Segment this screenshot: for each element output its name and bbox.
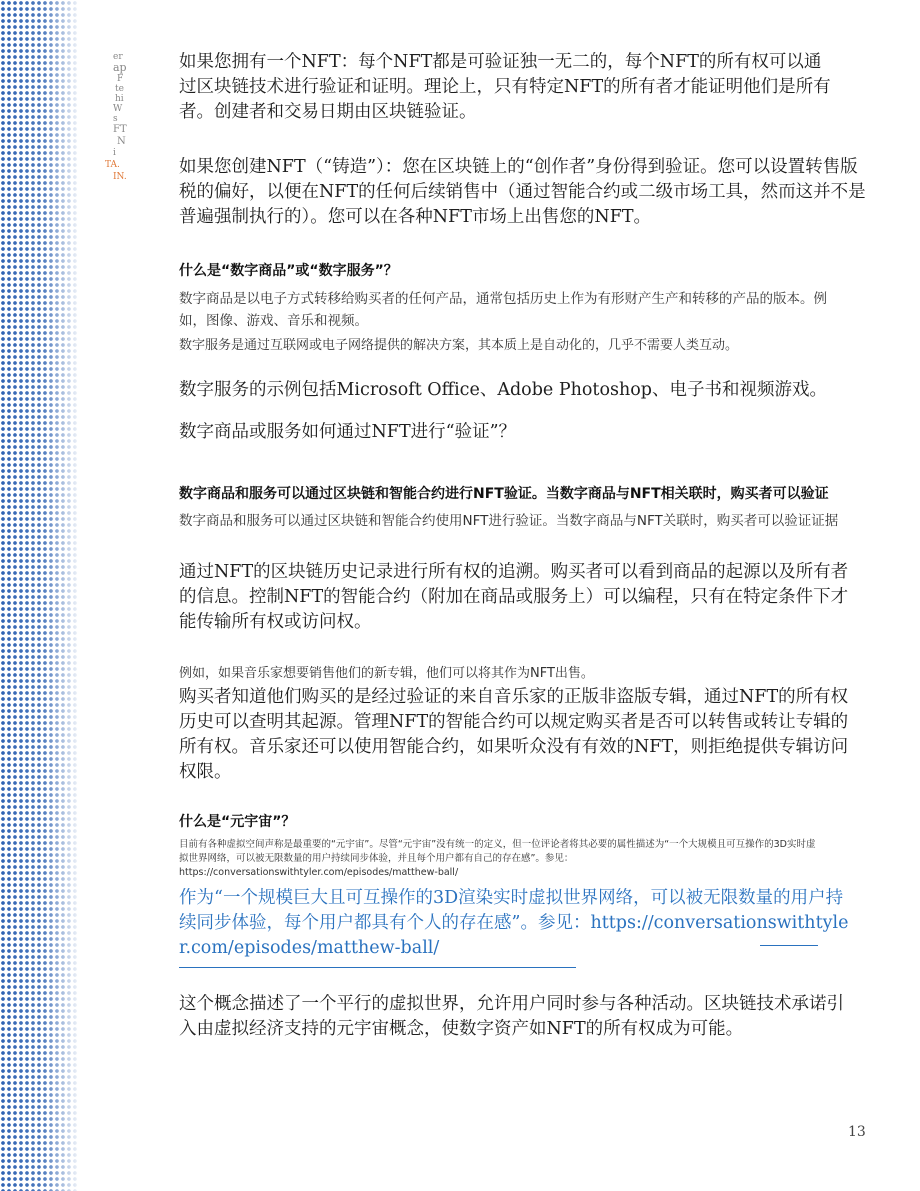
sidebar-fragment: W	[113, 104, 123, 114]
paragraph-verification-question: 数字商品或服务如何通过NFT进行“验证”？	[179, 422, 517, 442]
link-underline-1	[760, 945, 818, 946]
paragraph-verification-small: 数字商品和服务可以通过区块链和智能合约使用NFT进行验证。当数字商品与NFT关联时，购买者可以验证证据	[179, 513, 839, 529]
sidebar-fragments	[105, 52, 137, 182]
sidebar-fragment: IN.	[113, 172, 127, 182]
heading-verification: 数字商品和服务可以通过区块链和智能合约进行NFT验证。当数字商品与NFT相关联时，购买者可以验证	[179, 486, 829, 502]
paragraph-metaverse-concept: 这个概念描述了一个平行的虚拟世界，允许用户同时参与各种活动。区块链技术承诺引入由虚拟经济支持的元宇宙概念，使数字资产如NFT的所有权成为可能。	[179, 994, 844, 1039]
sidebar-fragment: hi	[115, 94, 124, 104]
paragraph-digital-goods: 数字商品是以电子方式转移给购买者的任何产品，通常包括历史上作为有形财产生产和转移的产品的版本。例如，图像、游戏、音乐和视频。	[179, 291, 827, 329]
sidebar-fragment: i	[113, 148, 116, 158]
heading-digital-goods: 什么是“数字商品”或“数字服务”？	[179, 263, 398, 279]
heading-metaverse: 什么是“元宇宙”？	[179, 814, 296, 830]
paragraph-metaverse-link[interactable]: 作为“一个规模巨大且可互操作的3D渲染实时虚拟世界网络，可以被无限数量的用户持续同步体验，每个用户都具有个人的存在感”。参见：https://conversationswithtyler.com/episodes/matthew-ball/	[179, 888, 849, 958]
halftone-fade	[0, 0, 78, 1191]
paragraph-service-examples: 数字服务的示例包括Microsoft Office、Adobe Photoshop、电子书和视频游戏。	[179, 380, 827, 400]
sidebar-fragment: er	[113, 52, 123, 62]
sidebar-fragment: s	[113, 114, 118, 124]
paragraph-musician-detail: 购买者知道他们购买的是经过验证的来自音乐家的正版非盗版专辑，通过NFT的所有权历史可以查明其起源。管理NFT的智能合约可以规定购买者是否可以转售或转让专辑的所有权。音乐家还可以使用智能合约，如果听众没有有效的NFT，则拒绝提供专辑访问权限。	[179, 687, 849, 782]
paragraph-metaverse-small: 目前有各种虚拟空间声称是最重要的“元宇宙”。尽管“元宇宙”没有统一的定义，但一位评论者将其必要的属性描述为“一个大规模且可互操作的3D实时虚拟世界网络，可以被无限数量的用户持续同步体验，并且每个用户都有自己的存在感”。参见：https://conversationswithtyler.com/episodes/matthew-ball/	[179, 839, 816, 878]
sidebar-fragment: ap	[113, 61, 127, 74]
page-number: 13	[848, 1124, 866, 1140]
sidebar-fragment: FT	[113, 124, 127, 135]
paragraph-musician-example: 例如，如果音乐家想要销售他们的新专辑，他们可以将其作为NFT出售。	[179, 666, 594, 681]
link-underline-2	[179, 967, 576, 968]
paragraph-verification-detail: 通过NFT的区块链历史记录进行所有权的追溯。购买者可以看到商品的起源以及所有者的信息。控制NFT的智能合约（附加在商品或服务上）可以编程，只有在特定条件下才能传输所有权或访问权。	[179, 562, 849, 632]
sidebar-fragment: N	[117, 136, 126, 147]
paragraph-digital-services: 数字服务是通过互联网或电子网络提供的解决方案，其本质上是自动化的，几乎不需要人类互动。	[179, 338, 739, 353]
sidebar-fragment: te	[115, 84, 124, 94]
paragraph-nft-ownership: 如果您拥有一个NFT：每个NFT都是可验证独一无二的，每个NFT的所有权可以通过区块链技术进行验证和证明。理论上，只有特定NFT的所有者才能证明他们是所有者。创建者和交易日期由区块链验证。	[179, 52, 831, 122]
paragraph-nft-creation: 如果您创建NFT（“铸造”）：您在区块链上的“创作者”身份得到验证。您可以设置转售版税的偏好，以便在NFT的任何后续销售中（通过智能合约或二级市场工具，然而这并不是普遍强制执行的）。您可以在各种NFT市场上出售您的NFT。	[179, 157, 866, 227]
sidebar-fragment: F	[117, 74, 124, 84]
sidebar-fragment: TA.	[105, 160, 120, 170]
